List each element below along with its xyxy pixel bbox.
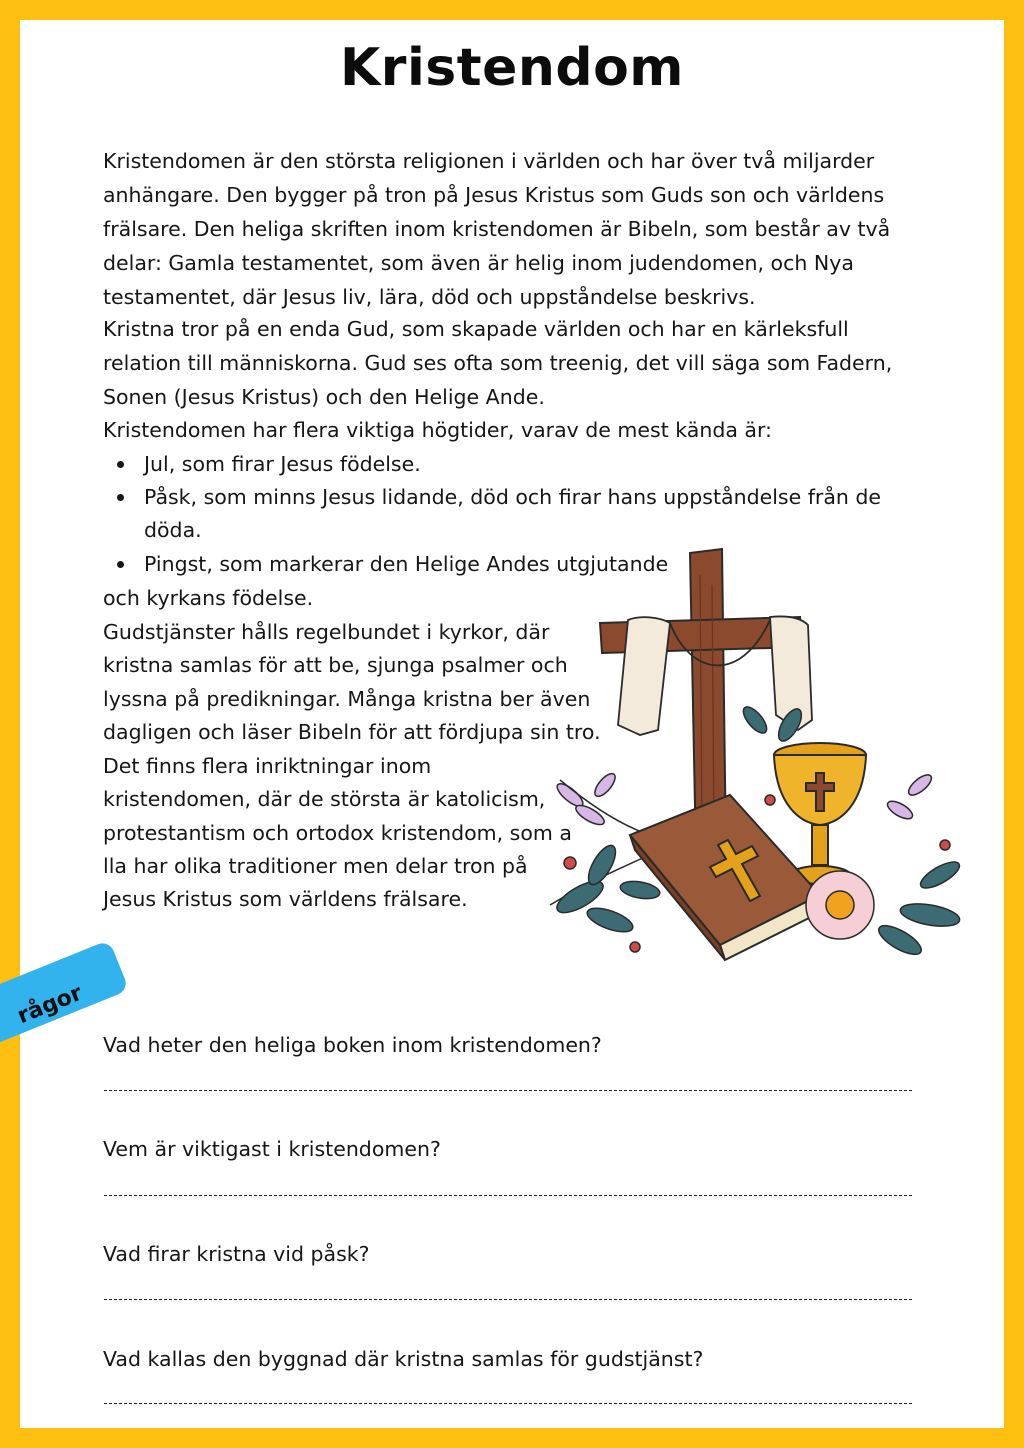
paragraph-line: Det finns flera inriktningar inom xyxy=(103,754,432,778)
paragraph-line: Jesus Kristus som världens frälsare. xyxy=(103,887,468,911)
answer-line-2[interactable] xyxy=(104,1195,912,1196)
paragraph-line: lyssna på predikningar. Många kristna ber även xyxy=(103,687,591,711)
question-3: Vad firar kristna vid påsk? xyxy=(103,1242,370,1266)
bullet-icon xyxy=(117,561,124,568)
paragraph-line: frälsare. Den heliga skriften inom kristendomen är Bibeln, som består av två xyxy=(103,217,891,241)
paragraph-line: protestantism och ortodox kristendom, som a xyxy=(103,821,572,845)
question-2: Vem är viktigast i kristendomen? xyxy=(103,1137,441,1161)
paragraph-line: Kristendomen är den största religionen i världen och har över två miljarder xyxy=(103,149,875,173)
page-title: Kristendom xyxy=(340,38,684,98)
questions-tag-label: rågor xyxy=(14,980,86,1030)
bullet-icon xyxy=(117,461,124,468)
holiday-item-continuation: döda. xyxy=(144,518,202,542)
paragraph-line: relation till människorna. Gud ses ofta som treenig, det vill säga som Fadern, xyxy=(103,351,893,375)
paragraph-line: Gudstjänster hålls regelbundet i kyrkor, där xyxy=(103,620,550,644)
answer-line-4[interactable] xyxy=(104,1403,912,1404)
paragraph-line: Kristendomen har flera viktiga högtider, varav de mest kända är: xyxy=(103,418,772,442)
paragraph-line: anhängare. Den bygger på tron på Jesus Kristus som Guds son och världens xyxy=(103,183,885,207)
bible-icon xyxy=(630,795,825,960)
answer-line-1[interactable] xyxy=(104,1090,912,1091)
holiday-item: Påsk, som minns Jesus lidande, död och firar hans uppståndelse från de xyxy=(144,485,882,509)
question-1: Vad heter den heliga boken inom kristendomen? xyxy=(103,1033,602,1057)
holiday-item: Jul, som firar Jesus födelse. xyxy=(144,452,421,476)
paragraph-line: lla har olika traditioner men delar tron på xyxy=(103,854,528,878)
paragraph-line: kristna samlas för att be, sjunga psalmer och xyxy=(103,653,568,677)
holiday-item: Pingst, som markerar den Helige Andes utgjutande xyxy=(144,552,669,576)
paragraph-line: testamentet, där Jesus liv, lära, död och uppståndelse beskrivs. xyxy=(103,285,756,309)
paragraph-line: och kyrkans födelse. xyxy=(103,586,314,610)
christian-symbols-illustration xyxy=(540,545,980,965)
question-4: Vad kallas den byggnad där kristna samlas för gudstjänst? xyxy=(103,1347,704,1371)
paragraph-line: delar: Gamla testamentet, som även är helig inom judendomen, och Nya xyxy=(103,251,854,275)
answer-line-3[interactable] xyxy=(104,1299,912,1300)
paragraph-line: kristendomen, där de största är katolicism, xyxy=(103,787,546,811)
paragraph-line: Sonen (Jesus Kristus) och den Helige Ande. xyxy=(103,385,545,409)
paragraph-line: Kristna tror på en enda Gud, som skapade världen och har en kärleksfull xyxy=(103,317,849,341)
bullet-icon xyxy=(117,494,124,501)
paragraph-line: dagligen och läser Bibeln för att fördjupa sin tro. xyxy=(103,720,601,744)
